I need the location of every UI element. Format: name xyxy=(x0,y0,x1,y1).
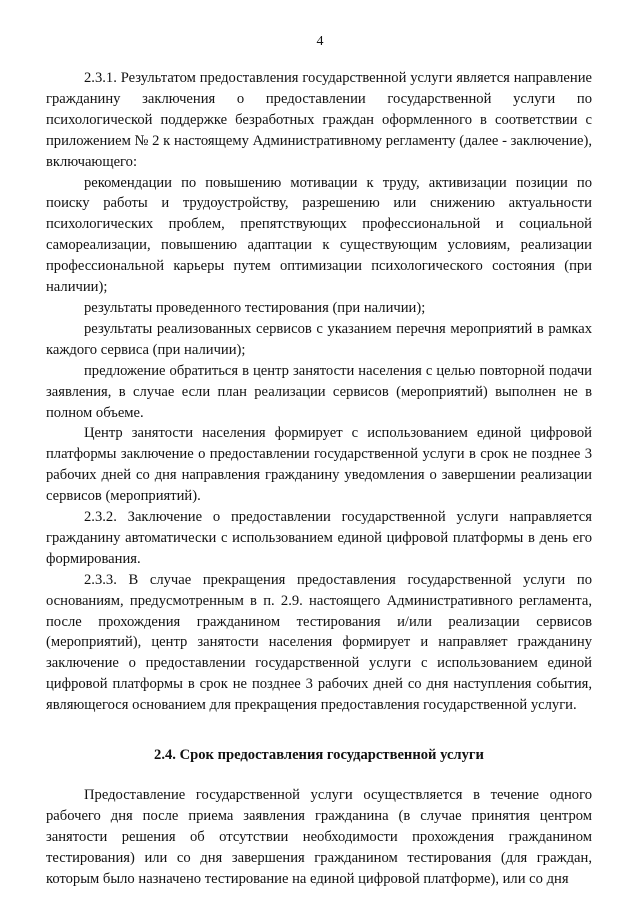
paragraph-2-3-2: 2.3.2. Заключение о предоставлении государственной услуги направляется гражданину автоматически с использованием единой цифровой платформы в день его формирования. xyxy=(46,509,592,567)
paragraph-recommendations: рекомендации по повышению мотивации к труду, активизации позиции по поиску работы и трудоустройству, разрешению или снижению актуальности психологических проблем, препятствующих профессиональной и социальной самореализации, повышению адаптации к существующим условиям, реализации профессиональной карьеры путем оптимизации психологического состояния (при наличии); xyxy=(46,174,592,296)
paragraph-2-4: Предоставление государственной услуги осуществляется в течение одного рабочего дня после приема заявления гражданина (в случае принятия центром занятости решения об отсутствии необходимости прохождения гражданином тестирования) или со дня завершения гражданином тестирования (для граждан, которым было назначено тестирование на единой цифровой платформе), или со дня xyxy=(46,787,592,887)
paragraph-services-results: результаты реализованных сервисов с указанием перечня мероприятий в рамках каждого сервиса (при наличии); xyxy=(46,320,592,358)
paragraph-employment-center: Центр занятости населения формирует с использованием единой цифровой платформы заключение о предоставлении государственной услуги в срок не позднее 3 рабочих дней со дня направления гражданину уведомления о завершении реализации сервисов (мероприятий). xyxy=(46,425,592,505)
document-body xyxy=(46,68,592,890)
paragraph-repeat-application: предложение обратиться в центр занятости населения с целью повторной подачи заявления, в случае если план реализации сервисов (мероприятий) выполнен не в полном объеме. xyxy=(46,362,592,421)
page-number: 4 xyxy=(316,34,324,49)
paragraph-testing-results: результаты проведенного тестирования (при наличии); xyxy=(84,299,426,316)
paragraph-2-3-1: 2.3.1. Результатом предоставления государственной услуги является направление гражданину заключения о предоставлении государственной услуги по психологической поддержке безработных граждан оформленного в соответствии с приложением № 2 к настоящему Административному регламенту (далее - заключение), включающего: xyxy=(46,70,592,170)
section-heading-2-4: 2.4. Срок предоставления государственной услуги xyxy=(154,747,484,764)
paragraph-2-3-3: 2.3.3. В случае прекращения предоставления государственной услуги по основаниям, предусмотренным в п. 2.9. настоящего Административного регламента, после прохождения гражданином тестирования и/или реализации сервисов (мероприятий), центр занятости населения формирует и направляет гражданину заключение о предоставлении государственной услуги с использованием единой цифровой платформы в срок не позднее 3 рабочих дней со дня наступления события, являющегося основанием для прекращения предоставления государственной услуги. xyxy=(46,571,592,714)
